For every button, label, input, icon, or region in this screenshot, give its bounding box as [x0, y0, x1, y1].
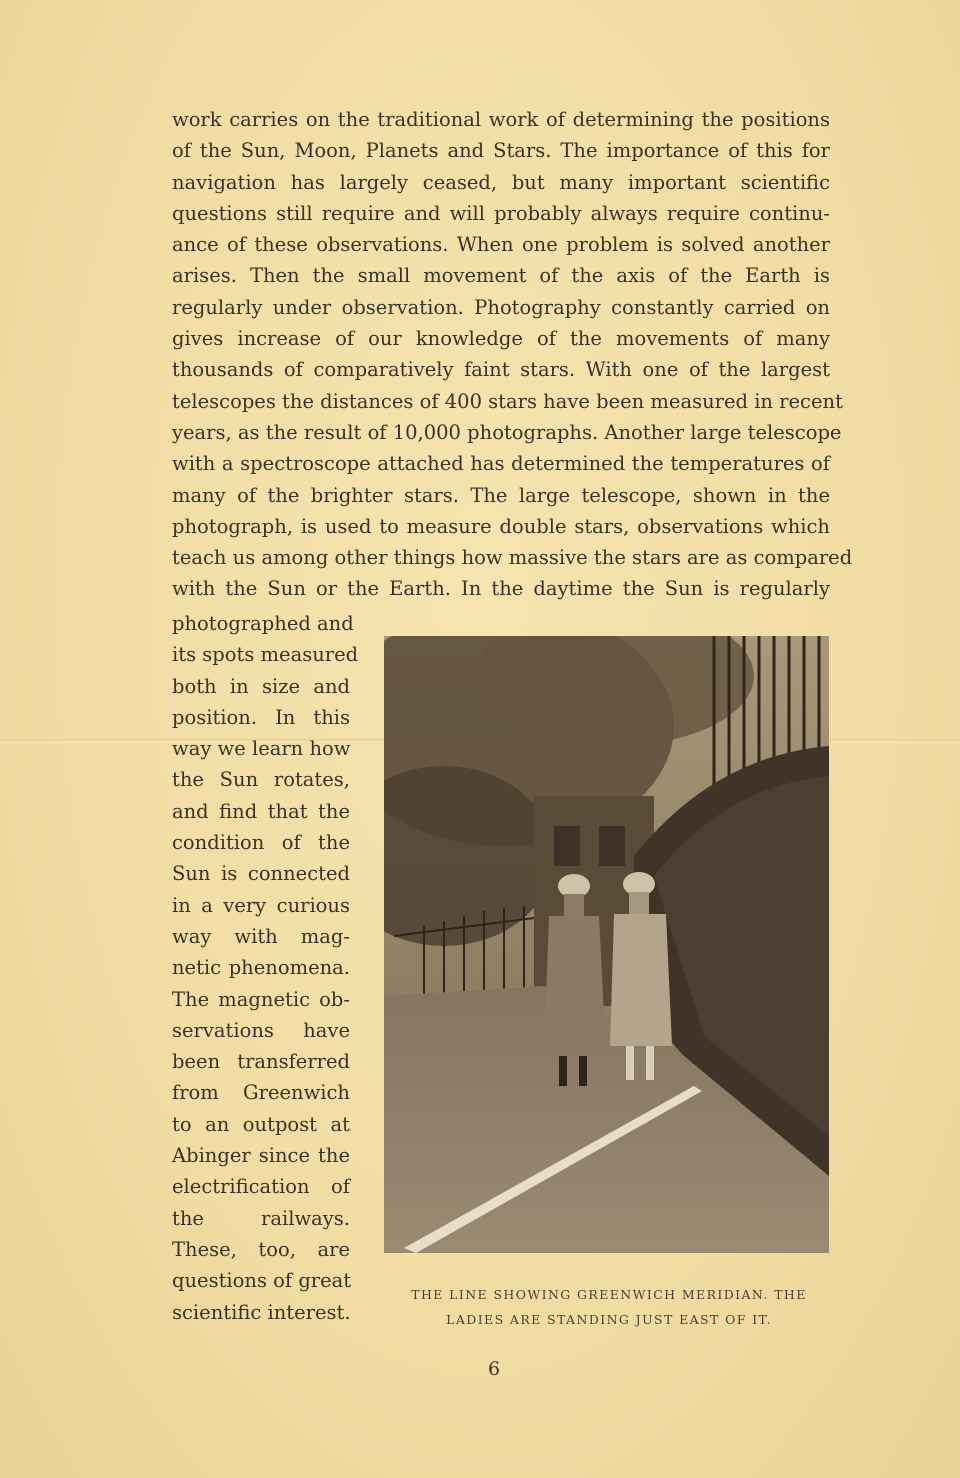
- body-line: thousands of comparatively faint stars. With one of the largest: [172, 358, 830, 382]
- page-number: 6: [487, 1358, 501, 1380]
- body-line: navigation has largely ceased, but many important scientific: [172, 170, 830, 194]
- body-line: with the Sun or the Earth. In the daytime the Sun is regularly: [172, 577, 830, 601]
- side-line: netic phenomena.: [172, 956, 350, 980]
- side-line: These, too, are: [172, 1237, 350, 1261]
- side-line: way with mag-: [172, 924, 350, 948]
- photograph-illustration: [384, 636, 829, 1253]
- side-line: position. In this: [172, 705, 350, 729]
- side-line: photographed and: [172, 612, 354, 635]
- caption-line-1: THE LINE SHOWING GREENWICH MERIDIAN. THE: [411, 1287, 807, 1302]
- side-line: The magnetic ob-: [172, 987, 350, 1011]
- meridian-photograph: [384, 636, 829, 1253]
- body-line: ance of these observations. When one problem is solved another: [172, 233, 830, 257]
- side-line: way we learn how: [172, 737, 351, 761]
- body-line: photograph, is used to measure double stars, observations which: [172, 514, 830, 538]
- side-line: electrification of: [172, 1175, 350, 1199]
- body-line: with a spectroscope attached has determined the temperatures of: [172, 452, 830, 476]
- body-line: telescopes the distances of 400 stars have been measured in recent: [172, 389, 843, 413]
- caption-line-2: LADIES ARE STANDING JUST EAST OF IT.: [446, 1312, 772, 1327]
- body-line: teach us among other things how massive the stars are as compared: [172, 546, 853, 570]
- side-line: Sun is connected: [172, 862, 350, 886]
- side-line: in a very curious: [172, 893, 350, 917]
- side-line: the railways.: [172, 1206, 350, 1230]
- side-line: from Greenwich: [172, 1081, 350, 1105]
- body-line: arises. Then the small movement of the axis of the Earth is: [172, 264, 830, 288]
- body-line: of the Sun, Moon, Planets and Stars. The importance of this for: [172, 139, 830, 163]
- side-line: both in size and: [172, 674, 350, 698]
- side-line: scientific interest.: [172, 1300, 351, 1324]
- photo-caption: [378, 1282, 840, 1332]
- body-line: regularly under observation. Photography constantly carried on: [172, 295, 830, 319]
- side-line: condition of the: [172, 831, 350, 855]
- body-line: work carries on the traditional work of determining the positions: [172, 108, 830, 131]
- body-text: [172, 104, 853, 605]
- body-line: questions still require and will probably always require continu-: [172, 201, 830, 225]
- side-line: been transferred: [172, 1050, 350, 1074]
- body-line: years, as the result of 10,000 photographs. Another large telescope: [172, 420, 842, 444]
- side-line: its spots measured: [172, 643, 359, 667]
- side-line: and find that the: [172, 799, 350, 823]
- side-line: servations have: [172, 1018, 350, 1042]
- side-line: questions of great: [172, 1269, 352, 1293]
- side-line: Abinger since the: [172, 1144, 350, 1168]
- side-line: to an outpost at: [172, 1112, 350, 1136]
- side-text: [172, 608, 359, 1328]
- body-line: many of the brighter stars. The large telescope, shown in the: [172, 483, 830, 507]
- side-line: the Sun rotates,: [172, 768, 350, 792]
- body-line: gives increase of our knowledge of the movements of many: [172, 327, 830, 351]
